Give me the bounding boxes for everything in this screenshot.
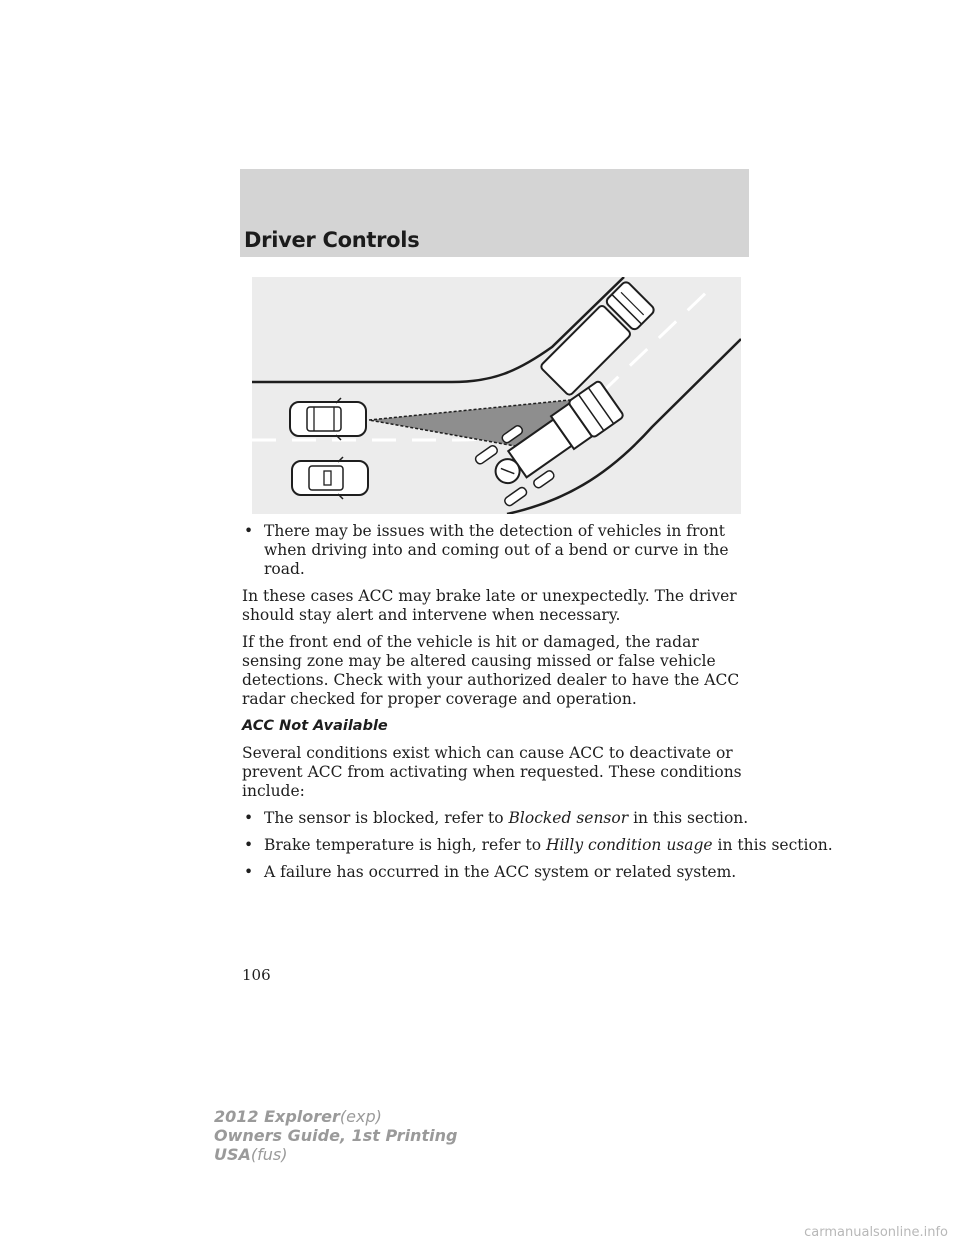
adjacent-car [292, 457, 368, 499]
cross-reference-link: Blocked sensor [508, 809, 629, 827]
footer-model: 2012 Explorer [214, 1107, 340, 1126]
bullet-text: The sensor is blocked, refer to [264, 809, 509, 827]
paragraph-brake: In these cases ACC may brake late or unexpectedly. The driver should stay alert and intervene when necessary. [242, 587, 737, 624]
bullet-text: A failure has occurred in the ACC system or related system. [264, 863, 737, 881]
bullet-dot: • [244, 809, 254, 827]
bullet-text: Brake temperature is high, refer to [264, 836, 546, 854]
bullet-system-failure [242, 863, 752, 882]
own-car [290, 398, 366, 440]
bullet-text: in this section. [712, 836, 833, 854]
bullet-curve [242, 522, 752, 579]
footer-line-1 [214, 1107, 457, 1126]
cross-reference-link: Hilly condition usage [545, 836, 713, 854]
print-footer [214, 1107, 457, 1164]
acc-curve-illustration [252, 277, 741, 514]
footer-line-3 [214, 1145, 457, 1164]
footer-line-2 [214, 1126, 457, 1145]
section-title: Driver Controls [244, 228, 420, 252]
page-number: 106 [242, 966, 271, 984]
watermark: carmanualsonline.info [804, 1225, 948, 1240]
bullet-sensor-blocked [242, 809, 752, 828]
bullet-curve-text: There may be issues with the detection of vehicles in front when driving into and coming out of a bend or curve in the road. [264, 522, 729, 578]
bullet-dot: • [244, 836, 254, 854]
footer-model-code: (exp) [339, 1107, 382, 1126]
footer-edition: Owners Guide, 1st Printing [214, 1126, 458, 1145]
footer-market: USA [214, 1145, 251, 1164]
bullet-dot: • [244, 863, 254, 881]
paragraph-conditions: Several conditions exist which can cause ACC to deactivate or prevent ACC from activating when requested. These conditions include: [242, 744, 742, 800]
bullet-text: in this section. [628, 809, 749, 827]
truck [540, 280, 656, 396]
page-body [242, 522, 833, 890]
bullet-brake-temperature [242, 836, 833, 855]
footer-market-code: (fus) [250, 1145, 288, 1164]
bullet-dot: • [244, 522, 254, 540]
subheading-acc-not-available: ACC Not Available [242, 718, 388, 734]
paragraph-damage: If the front end of the vehicle is hit or damaged, the radar sensing zone may be altered causing missed or false vehicle detections. Check with your authorized dealer to have the ACC radar checked for proper coverage and operation. [242, 633, 740, 708]
